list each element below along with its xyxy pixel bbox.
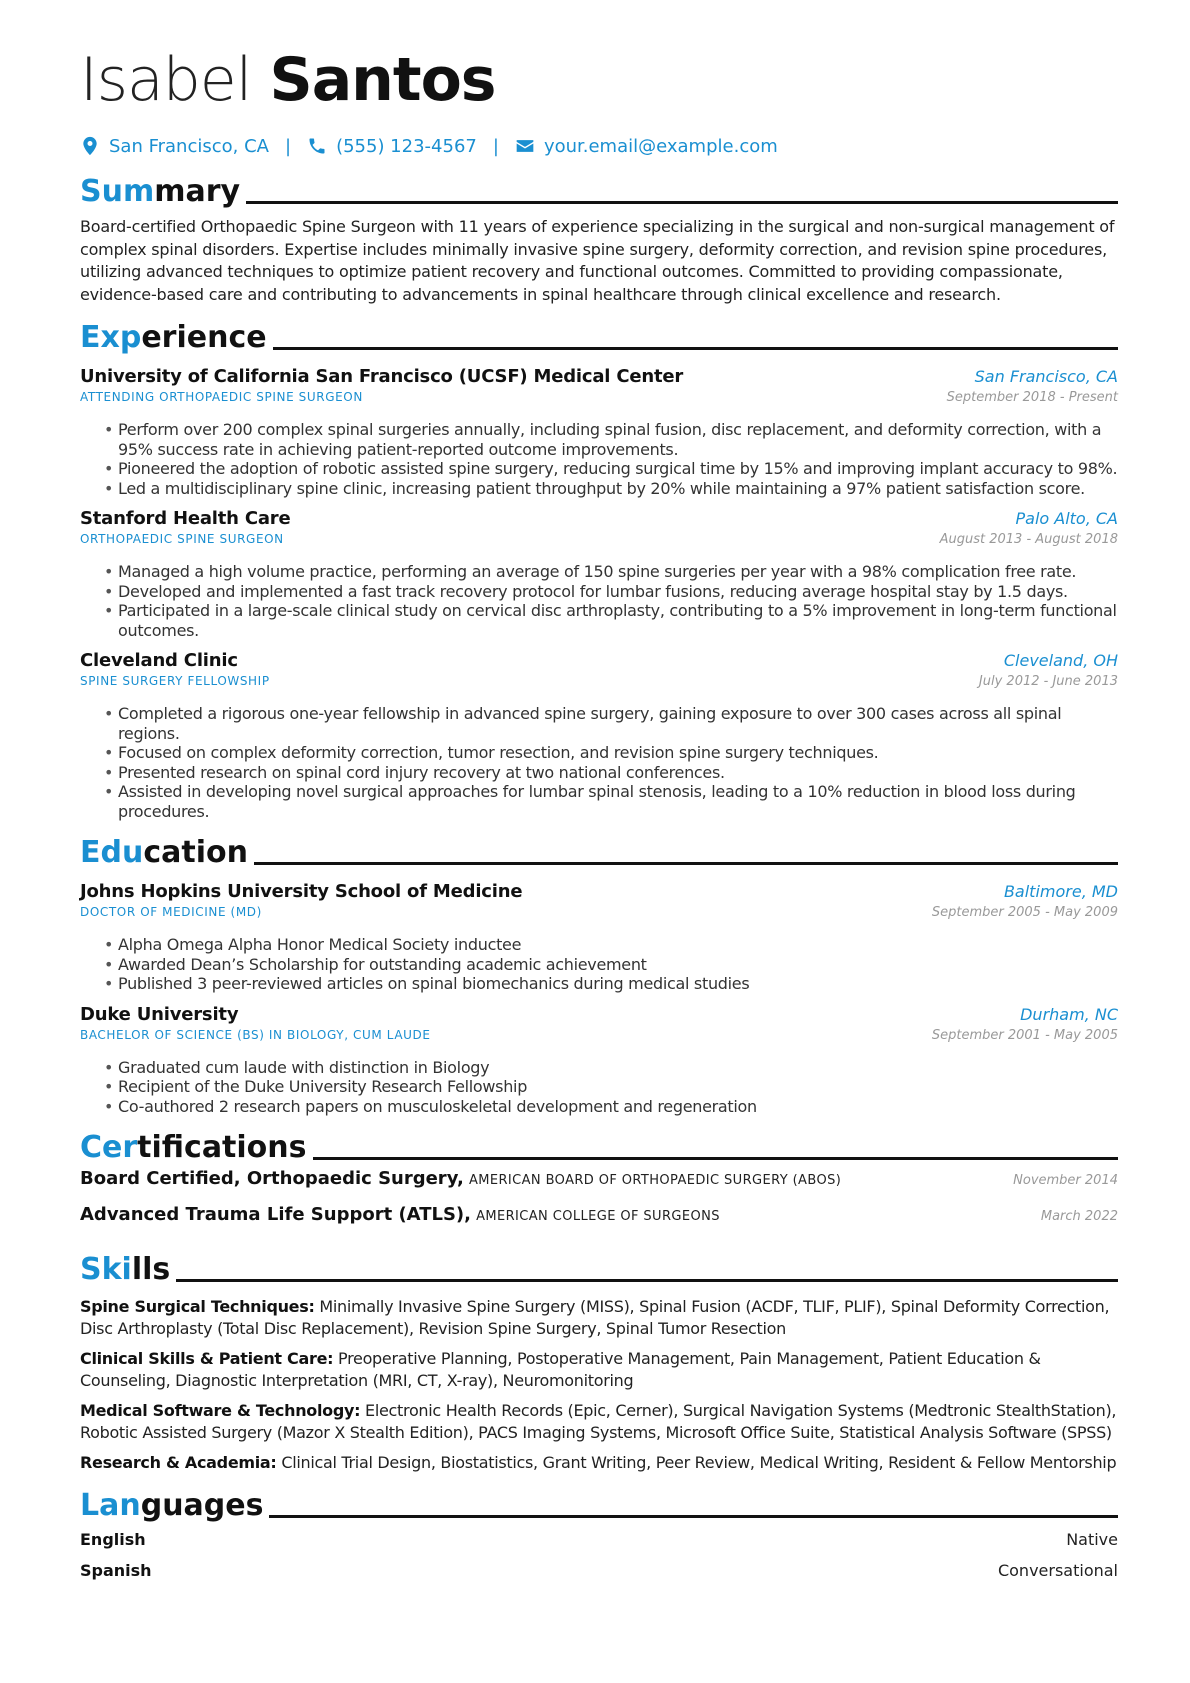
skill-category: Spine Surgical Techniques: (80, 1297, 315, 1316)
employer-name: Cleveland Clinic (80, 650, 238, 671)
bullet-list (80, 1058, 1118, 1117)
list-item: • Co-authored 2 research papers on musculoskeletal development and regeneration (104, 1097, 1118, 1117)
languages-heading: Languages (80, 1486, 1118, 1524)
education-entry (80, 881, 1118, 994)
job-title: SPINE SURGERY FELLOWSHIP (80, 674, 270, 688)
certification-issuer: AMERICAN COLLEGE OF SURGEONS (476, 1209, 720, 1224)
section-divider (176, 1279, 1118, 1282)
bullet-list (80, 704, 1118, 821)
entry-date: September 2018 - Present (946, 390, 1118, 405)
skill-category: Medical Software & Technology: (80, 1401, 361, 1420)
contact-location (80, 136, 269, 157)
certification-name: Board Certified, Orthopaedic Surgery (80, 1168, 458, 1189)
certification-item: Board Certified, Orthopaedic Surgery, AMERICAN BOARD OF ORTHOPAEDIC SURGERY (ABOS) November 2014 (80, 1168, 1118, 1189)
summary-heading: Summary (80, 172, 1118, 210)
resume-page (80, 44, 1118, 1592)
entry-location: San Francisco, CA (974, 367, 1118, 386)
list-item: • Awarded Dean’s Scholarship for outstanding academic achievement (104, 955, 1118, 975)
language-item (80, 1561, 1118, 1592)
contact-separator: | (284, 135, 292, 157)
contact-separator: | (492, 135, 499, 157)
last-name: Santos (269, 45, 496, 115)
section-divider (254, 862, 1118, 865)
language-item (80, 1530, 1118, 1561)
section-divider (269, 1515, 1118, 1518)
certification-name: Advanced Trauma Life Support (ATLS) (80, 1204, 465, 1225)
skill-list: Electronic Health Records (Epic, Cerner), Surgical Navigation Systems (Medtronic StealthStation), Robotic Assisted Surgery (Mazor X Stealth Edition), PACS Imaging Systems, Microsoft Office Suite, Statistical Analysis Software (SPSS) (80, 1401, 1117, 1442)
school-name: Duke University (80, 1003, 239, 1025)
degree: DOCTOR OF MEDICINE (MD) (80, 905, 262, 919)
language-level: Conversational (997, 1561, 1118, 1580)
language-name: English (80, 1530, 146, 1549)
list-item: • Published 3 peer-reviewed articles on spinal biomechanics during medical studies (104, 974, 1118, 994)
phone-icon (307, 136, 327, 156)
experience-heading: Experience (80, 318, 1118, 356)
first-name: Isabel (80, 45, 252, 115)
entry-date: July 2012 - June 2013 (978, 674, 1118, 689)
degree: BACHELOR OF SCIENCE (BS) IN BIOLOGY, CUM LAUDE (80, 1027, 431, 1042)
skill-group (80, 1296, 1118, 1340)
list-item: • Graduated cum laude with distinction in Biology (104, 1058, 1118, 1078)
bullet-list (80, 935, 1118, 994)
skill-category: Research & Academia: (80, 1453, 277, 1472)
map-marker-icon (80, 136, 100, 156)
skill-list: Preoperative Planning, Postoperative Management, Pain Management, Patient Education & Counseling, Diagnostic Interpretation (MRI, CT, X-ray), Neuromonitoring (80, 1349, 1041, 1390)
language-name: Spanish (80, 1561, 152, 1580)
entry-date: August 2013 - August 2018 (939, 532, 1118, 547)
skill-category: Clinical Skills & Patient Care: (80, 1349, 334, 1368)
experience-entry (80, 508, 1118, 640)
list-item: • Participated in a large-scale clinical study on cervical disc arthroplasty, contributing to a 5% improvement in long-term functional outcomes. (104, 601, 1118, 640)
list-item: • Presented research on spinal cord injury recovery at two national conferences. (104, 763, 1118, 783)
section-divider (313, 1157, 1118, 1160)
education-heading: Education (80, 833, 1118, 871)
entry-location: Baltimore, MD (1003, 882, 1118, 901)
language-level: Native (1066, 1530, 1118, 1549)
job-title: ATTENDING ORTHOPAEDIC SPINE SURGEON (80, 390, 363, 404)
list-item: • Managed a high volume practice, performing an average of 150 spine surgeries per year with a 98% complication free rate. (104, 562, 1118, 582)
bullet-list (80, 562, 1118, 640)
list-item: • Alpha Omega Alpha Honor Medical Society inductee (104, 935, 1118, 955)
contact-phone[interactable] (307, 136, 477, 157)
entry-date: September 2005 - May 2009 (931, 905, 1118, 920)
section-divider (273, 347, 1118, 350)
entry-date: September 2001 - May 2005 (931, 1027, 1118, 1043)
list-item: • Recipient of the Duke University Research Fellowship (104, 1077, 1118, 1097)
entry-location: Cleveland, OH (1003, 651, 1118, 670)
list-item: • Led a multidisciplinary spine clinic, increasing patient throughput by 20% while maintaining a 97% patient satisfaction score. (104, 479, 1118, 499)
list-item: • Assisted in developing novel surgical approaches for lumbar spinal stenosis, leading to a 10% reduction in blood loss during procedures. (104, 782, 1118, 821)
list-item: • Perform over 200 complex spinal surgeries annually, including spinal fusion, disc replacement, and deformity correction, with a 95% success rate in achieving patient-reported outcome improvements. (104, 420, 1118, 459)
list-item: • Developed and implemented a fast track recovery protocol for lumbar fusions, reducing average hospital stay by 1.5 days. (104, 582, 1118, 602)
skills-heading: Skills (80, 1250, 1118, 1288)
list-item: • Completed a rigorous one-year fellowship in advanced spine surgery, gaining exposure to over 300 cases across all spinal regions. (104, 704, 1118, 743)
summary-text: Board-certified Orthopaedic Spine Surgeon with 11 years of experience specializing in the surgical and non-surgical management of complex spinal disorders. Expertise includes minimally invasive spine surgery, deformity correction, and revision spine procedures, utilizing advanced techniques to optimize patient recovery and functional outcomes. Committed to providing compassionate, evidence-based care and contributing to advancements in spinal healthcare through clinical excellence and research. (80, 217, 1115, 304)
contact-bar (80, 132, 1118, 160)
candidate-name (80, 44, 1118, 116)
skill-list: Clinical Trial Design, Biostatistics, Grant Writing, Peer Review, Medical Writing, Resident & Fellow Mentorship (281, 1453, 1117, 1472)
list-item: • Pioneered the adoption of robotic assisted spine surgery, reducing surgical time by 15% and improving implant accuracy to 98%. (104, 459, 1118, 479)
skill-group (80, 1452, 1118, 1474)
school-name: Johns Hopkins University School of Medicine (80, 881, 523, 902)
section-divider (246, 201, 1118, 204)
skill-group (80, 1348, 1118, 1392)
bullet-list (80, 420, 1118, 498)
email-link[interactable]: your.email@example.com (543, 135, 778, 157)
certification-date: November 2014 (1013, 1173, 1118, 1188)
job-title: ORTHOPAEDIC SPINE SURGEON (80, 532, 284, 546)
list-item: • Focused on complex deformity correction, tumor resection, and revision spine surgery techniques. (104, 743, 1118, 763)
skill-list: Minimally Invasive Spine Surgery (MISS), Spinal Fusion (ACDF, TLIF, PLIF), Spinal Deformity Correction, Disc Arthroplasty (Total Disc Replacement), Revision Spine Surgery, Spinal Tumor Resection (80, 1297, 1110, 1338)
employer-name: University of California San Francisco (UCSF) Medical Center (80, 366, 684, 387)
certifications-heading: Certifications (80, 1128, 1118, 1166)
location-text: San Francisco, CA (109, 135, 269, 157)
experience-entry (80, 650, 1118, 821)
phone-text: (555) 123-4567 (336, 135, 477, 157)
entry-location: Palo Alto, CA (1015, 509, 1118, 528)
contact-email[interactable] (515, 136, 778, 157)
certification-item: Advanced Trauma Life Support (ATLS), AMERICAN COLLEGE OF SURGEONS March 2022 (80, 1204, 1118, 1225)
entry-location: Durham, NC (1020, 1004, 1118, 1024)
experience-entry (80, 366, 1118, 498)
employer-name: Stanford Health Care (80, 508, 291, 529)
certification-date: March 2022 (1040, 1209, 1118, 1224)
envelope-icon (515, 136, 535, 156)
certification-issuer: AMERICAN BOARD OF ORTHOPAEDIC SURGERY (ABOS) (468, 1173, 842, 1188)
education-entry (80, 1004, 1118, 1117)
skill-group (80, 1400, 1118, 1444)
